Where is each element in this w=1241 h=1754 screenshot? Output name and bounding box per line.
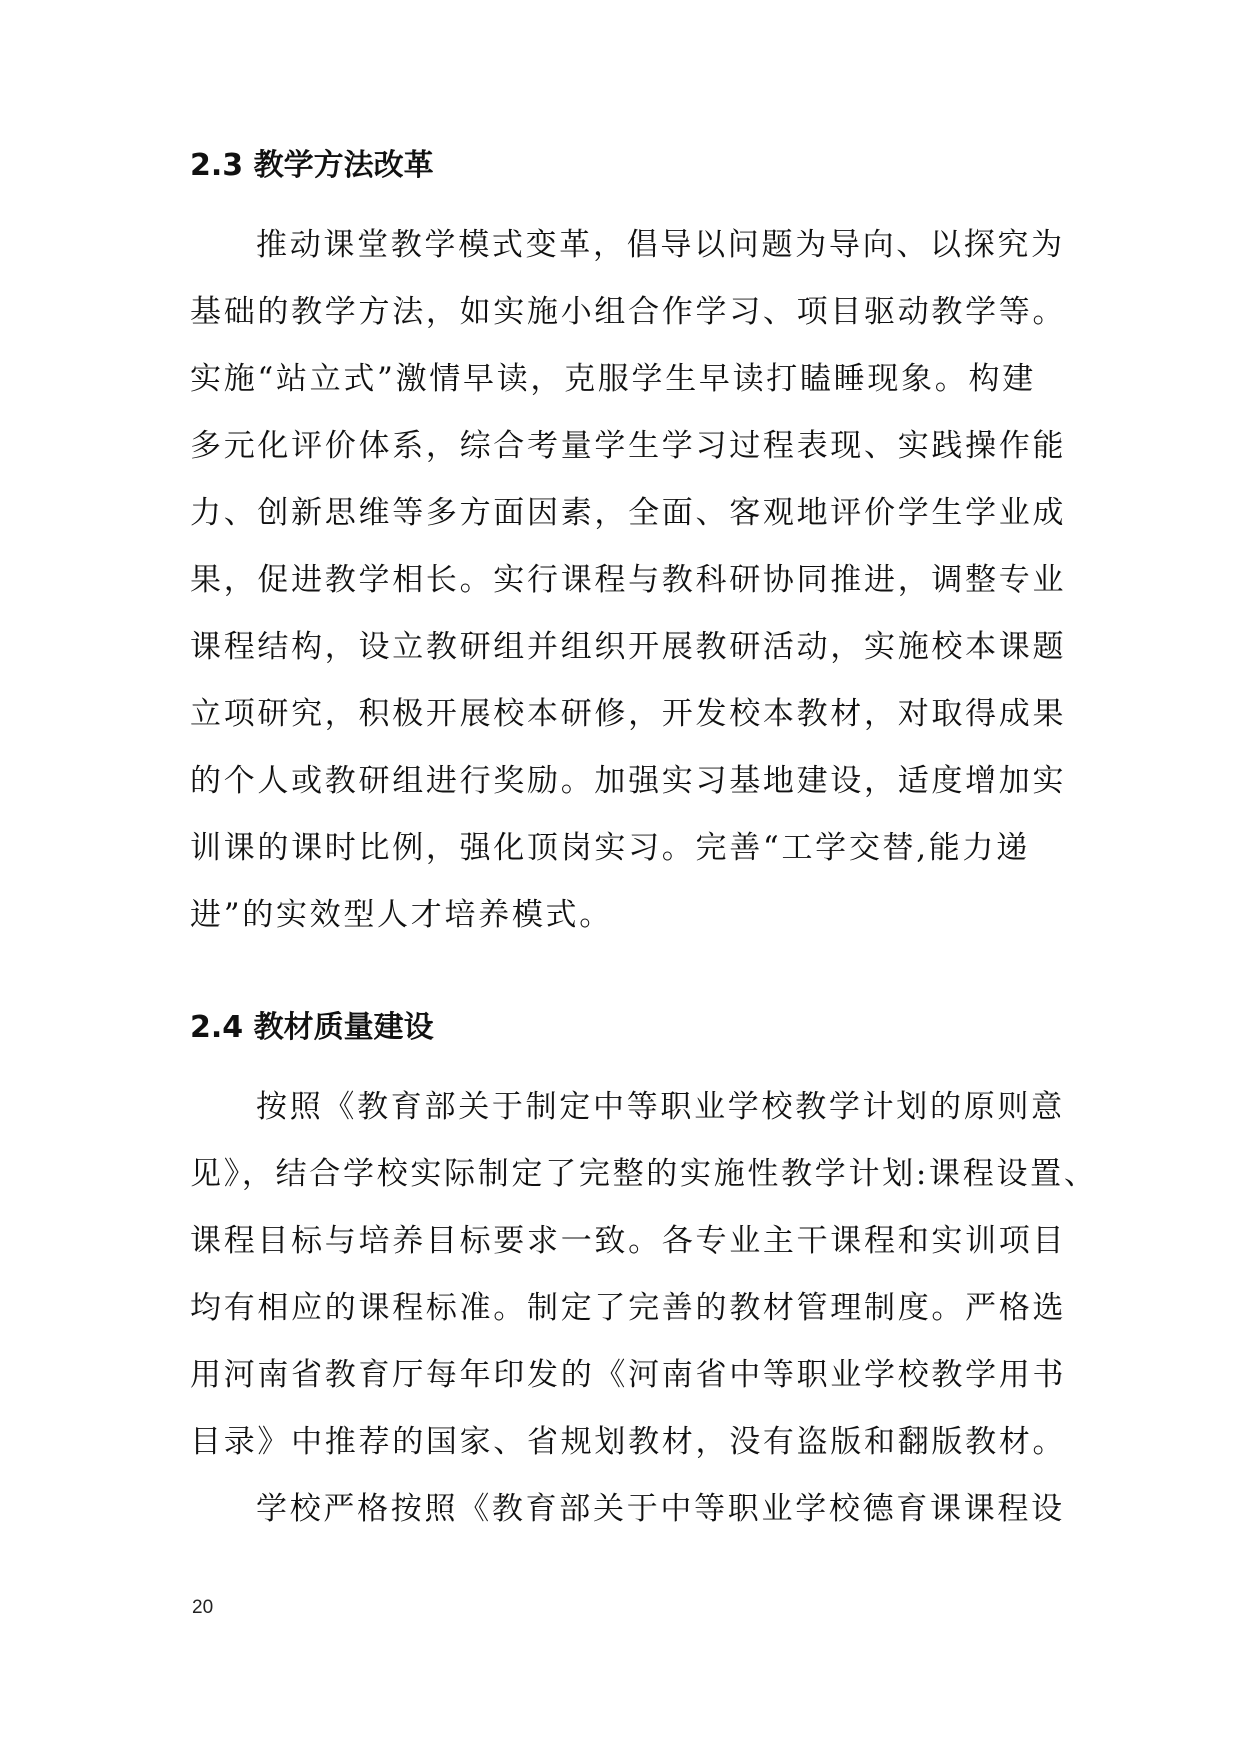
paragraph-line: 进”的实效型人才培养模式。 [190, 897, 613, 933]
paragraph-line: 力、创新思维等多方面因素，全面、客观地评价学生学业成 [190, 495, 1067, 531]
paragraph-line: 均有相应的课程标准。制定了完善的教材管理制度。严格选 [190, 1290, 1067, 1326]
paragraph-line: 学校严格按照《教育部关于中等职业学校德育课课程设 [256, 1491, 1065, 1527]
paragraph-line: 基础的教学方法，如实施小组合作学习、项目驱动教学等。 [190, 294, 1067, 330]
paragraph-line: 课程结构，设立教研组并组织开展教研活动，实施校本课题 [190, 629, 1067, 665]
paragraph-line: 目录》中推荐的国家、省规划教材，没有盗版和翻版教材。 [190, 1424, 1067, 1460]
page-number: 20 [192, 1597, 214, 1618]
paragraph-textbook-quality-2 [190, 1476, 1070, 1543]
paragraph-line: 课程目标与培养目标要求一致。各专业主干课程和实训项目 [190, 1223, 1067, 1259]
paragraph-line: 用河南省教育厅每年印发的《河南省中等职业学校教学用书 [190, 1357, 1067, 1393]
paragraph-line: 立项研究，积极开展校本研修，开发校本教材，对取得成果 [190, 696, 1067, 732]
paragraph-line: 果，促进教学相长。实行课程与教科研协同推进，调整专业 [190, 562, 1067, 598]
paragraph-line: 实施“站立式”激情早读，克服学生早读打瞌睡现象。构建 [190, 361, 1036, 397]
paragraph-line: 见》，结合学校实际制定了完整的实施性教学计划:课程设置、 [190, 1156, 1098, 1192]
paragraph-teaching-method-reform [190, 212, 1070, 949]
paragraph-line: 推动课堂教学模式变革，倡导以问题为导向、以探究为 [256, 227, 1065, 263]
paragraph-line: 训课的课时比例，强化顶岗实习。完善“工学交替,能力递 [190, 830, 1030, 866]
section-heading-2-4: 2.4 教材质量建设 [190, 1010, 434, 1045]
paragraph-textbook-quality-1 [190, 1074, 1098, 1476]
paragraph-line: 按照《教育部关于制定中等职业学校教学计划的原则意 [256, 1089, 1065, 1125]
section-heading-2-3: 2.3 教学方法改革 [190, 148, 434, 183]
paragraph-line: 多元化评价体系，综合考量学生学习过程表现、实践操作能 [190, 428, 1067, 464]
paragraph-line: 的个人或教研组进行奖励。加强实习基地建设，适度增加实 [190, 763, 1067, 799]
